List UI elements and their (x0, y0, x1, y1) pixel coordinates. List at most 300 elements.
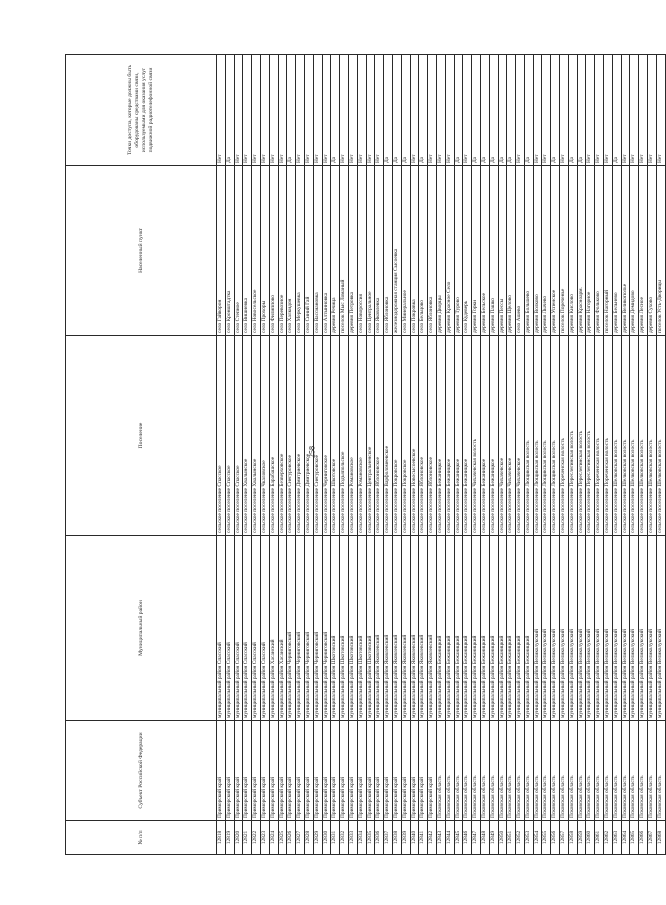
row-subject: Псковская область (648, 721, 657, 821)
row-access-flag: Нет (656, 55, 665, 166)
row-locality: село Кудеверь (463, 166, 472, 336)
row-district: муниципальный район Хасанский (278, 536, 287, 721)
table-row (524, 55, 533, 855)
row-settlement: сельское поселение Переслегинская волость (586, 336, 595, 536)
row-subject: Приморский край (419, 721, 428, 821)
table-row (516, 55, 525, 855)
row-locality: село Бельцово (419, 166, 428, 336)
table-row (533, 55, 542, 855)
row-number: 12841 (419, 821, 428, 855)
row-district: муниципальный район Черниговский (287, 536, 296, 721)
row-district: муниципальный район Шкотовский (340, 536, 349, 721)
row-access-flag: Нет (639, 55, 648, 166)
row-locality: деревня Турово (454, 166, 463, 336)
row-locality: деревня Фольково (595, 166, 604, 336)
row-locality: деревня Петровка (348, 166, 357, 336)
row-number: 12855 (542, 821, 551, 855)
row-locality: село Вассиановка (313, 166, 322, 336)
table-row (428, 55, 437, 855)
row-number: 12840 (410, 821, 419, 855)
row-settlement: сельское поселение Снегуровское (313, 336, 322, 536)
row-access-flag: Нет (278, 55, 287, 166)
table-row (296, 55, 305, 855)
row-settlement: сельское поселение Чихачевское (507, 336, 516, 536)
row-number: 12865 (630, 821, 639, 855)
row-number: 12868 (656, 821, 665, 855)
table-body (217, 55, 666, 855)
row-settlement: сельское поселение Пореченская волость (560, 336, 569, 536)
row-district: муниципальный район Яковлевский (392, 536, 401, 721)
row-settlement: сельское поселение Покровское (401, 336, 410, 536)
table-row (568, 55, 577, 855)
row-access-flag: Да (384, 55, 393, 166)
row-settlement: сельское поселение Романовское (357, 336, 366, 536)
row-locality: деревня Лесное (639, 166, 648, 336)
rotated-table-container (65, 55, 663, 855)
table-row (604, 55, 613, 855)
row-settlement: сельское поселение Пореченская волость (595, 336, 604, 536)
row-district: муниципальный район Бежаницкий (507, 536, 516, 721)
row-settlement: сельское поселение Бежаницкое (454, 336, 463, 536)
row-settlement: сельское поселение Бежаницкое (480, 336, 489, 536)
row-district: муниципальный район Бежаницкий (454, 536, 463, 721)
row-number: 12824 (269, 821, 278, 855)
row-access-flag: Да (225, 55, 234, 166)
row-access-flag: Нет (428, 55, 437, 166)
row-locality: деревня Сухово (648, 166, 657, 336)
row-subject: Псковская область (568, 721, 577, 821)
row-subject: Псковская область (524, 721, 533, 821)
table-row (586, 55, 595, 855)
row-number: 12831 (331, 821, 340, 855)
row-settlement: сельское поселение Шкотовское (331, 336, 340, 536)
row-locality: деревня Бельское (480, 166, 489, 336)
row-locality: деревня Лычево (542, 166, 551, 336)
row-number: 12862 (604, 821, 613, 855)
row-district: муниципальный район Яковлевский (384, 536, 393, 721)
row-subject: Приморский край (410, 721, 419, 821)
row-subject: Псковская область (621, 721, 630, 821)
row-district: муниципальный район Спасский (225, 536, 234, 721)
table-row (243, 55, 252, 855)
row-number: 12847 (472, 821, 481, 855)
row-number: 12848 (480, 821, 489, 855)
table-row (656, 55, 665, 855)
row-settlement: сельское поселение Шелковская волость (612, 336, 621, 536)
row-locality: деревня Речица (331, 166, 340, 336)
row-number: 12844 (445, 821, 454, 855)
row-locality: село Меркушевка (296, 166, 305, 336)
table-row (252, 55, 261, 855)
row-access-flag: Да (480, 55, 489, 166)
row-access-flag: Да (489, 55, 498, 166)
row-access-flag: Да (551, 55, 560, 166)
row-settlement: сельское поселение Шелковская волость (630, 336, 639, 536)
row-number: 12863 (612, 821, 621, 855)
table-row (322, 55, 331, 855)
row-settlement: сельское поселение Переслегинская волость (568, 336, 577, 536)
row-number: 12820 (234, 821, 243, 855)
row-subject: Псковская область (656, 721, 665, 821)
row-access-flag: Да (507, 55, 516, 166)
row-settlement: сельское поселение Лющикская волость (551, 336, 560, 536)
table-row (304, 55, 313, 855)
row-number: 12860 (586, 821, 595, 855)
row-number: 12839 (401, 821, 410, 855)
row-access-flag: Нет (296, 55, 305, 166)
row-district: муниципальный район Великолукский (621, 536, 630, 721)
row-locality: деревня Пашко (489, 166, 498, 336)
row-number: 12853 (524, 821, 533, 855)
row-district: муниципальный район Великолукский (648, 536, 657, 721)
table-row (436, 55, 445, 855)
row-subject: Приморский край (313, 721, 322, 821)
row-settlement: сельское поселение Шелковская волость (639, 336, 648, 536)
row-access-flag: Нет (595, 55, 604, 166)
row-settlement: сельское поселение Яблоновское (428, 336, 437, 536)
row-locality: село Яковлевка (375, 166, 384, 336)
row-settlement: сельское поселение Чихачевское (516, 336, 525, 536)
row-subject: Приморский край (260, 721, 269, 821)
row-district: муниципальный район Яковлевский (375, 536, 384, 721)
row-settlement: сельское поселение Шелковская волость (648, 336, 657, 536)
row-locality: деревня Успенское (551, 166, 560, 336)
row-district: муниципальный район Бежаницкий (524, 536, 533, 721)
row-subject: Приморский край (348, 721, 357, 821)
row-access-flag: Да (392, 55, 401, 166)
table-row (595, 55, 604, 855)
row-number: 12821 (243, 821, 252, 855)
row-subject: Приморский край (392, 721, 401, 821)
table-row (639, 55, 648, 855)
row-district: муниципальный район Шкотовский (331, 536, 340, 721)
row-access-flag: Нет (516, 55, 525, 166)
table-row (278, 55, 287, 855)
row-subject: Приморский край (340, 721, 349, 821)
row-number: 12830 (322, 821, 331, 855)
row-subject: Приморский край (252, 721, 261, 821)
table-row (612, 55, 621, 855)
row-access-flag: Нет (348, 55, 357, 166)
row-district: муниципальный район Черниговский (304, 536, 313, 721)
row-number: 12838 (392, 821, 401, 855)
row-settlement: сельское поселение Дмитриевское (296, 336, 305, 536)
row-district: муниципальный район Яковлевский (410, 536, 419, 721)
row-access-flag: Да (498, 55, 507, 166)
table-row (489, 55, 498, 855)
row-number: 12854 (533, 821, 542, 855)
row-subject: Псковская область (595, 721, 604, 821)
row-access-flag: Нет (340, 55, 349, 166)
row-number: 12834 (357, 821, 366, 855)
row-locality: деревня Бельнево (612, 166, 621, 336)
row-locality: деревня Красное Село (445, 166, 454, 336)
row-access-flag: Нет (604, 55, 613, 166)
row-number: 12859 (577, 821, 586, 855)
row-district: муниципальный район Великолукский (551, 536, 560, 721)
row-access-flag: Нет (357, 55, 366, 166)
row-number: 12819 (225, 821, 234, 855)
row-locality: село Яблоновка (384, 166, 393, 336)
row-access-flag: Нет (375, 55, 384, 166)
row-access-flag: Нет (304, 55, 313, 166)
row-district: муниципальный район Великолукский (586, 536, 595, 721)
row-settlement: сельское поселение Лющикская волость (533, 336, 542, 536)
row-locality: село Гайворон (217, 166, 226, 336)
table-row (560, 55, 569, 855)
header-settlement: Поселение (66, 336, 217, 536)
row-access-flag: Нет (260, 55, 269, 166)
row-subject: Приморский край (366, 721, 375, 821)
row-locality: село Ашево (516, 166, 525, 336)
row-subject: Псковская область (612, 721, 621, 821)
row-number: 12856 (551, 821, 560, 855)
row-access-flag: Да (472, 55, 481, 166)
row-access-flag: Нет (648, 55, 657, 166)
row-district: муниципальный район Шкотовский (357, 536, 366, 721)
row-number: 12823 (260, 821, 269, 855)
row-district: муниципальный район Великолукский (560, 536, 569, 721)
row-subject: Псковская область (604, 721, 613, 821)
row-access-flag: Нет (586, 55, 595, 166)
row-subject: Псковская область (445, 721, 454, 821)
table-row (392, 55, 401, 855)
row-subject: Псковская область (463, 721, 472, 821)
row-access-flag: Нет (410, 55, 419, 166)
row-access-flag: Нет (630, 55, 639, 166)
row-locality: деревня Дворцы (436, 166, 445, 336)
row-subject: Приморский край (384, 721, 393, 821)
row-subject: Приморский край (217, 721, 226, 821)
row-number: 12828 (304, 821, 313, 855)
header-municipal-district: Муниципальный район (66, 536, 217, 721)
table-row (357, 55, 366, 855)
row-subject: Псковская область (639, 721, 648, 821)
row-settlement: сельское поселение Бежаницкое (445, 336, 454, 536)
row-locality: село Синий Гай (304, 166, 313, 336)
row-district: муниципальный район Великолукский (612, 536, 621, 721)
table-row (331, 55, 340, 855)
table-row (454, 55, 463, 855)
row-number: 12825 (278, 821, 287, 855)
row-settlement: сельское поселение Бежаницкое (463, 336, 472, 536)
row-settlement: сельское поселение Романовское (348, 336, 357, 536)
row-locality: село Минеральное (401, 166, 410, 336)
row-locality: деревня Великополье (621, 166, 630, 336)
row-access-flag: Нет (560, 55, 569, 166)
row-locality: село Вишневка (243, 166, 252, 336)
row-district: муниципальный район Яковлевский (428, 536, 437, 721)
row-number: 12833 (348, 821, 357, 855)
page-number: 258 (307, 446, 317, 458)
row-number: 12826 (287, 821, 296, 855)
row-settlement: сельское поселение Снегуровское (287, 336, 296, 536)
row-district: муниципальный район Спасский (243, 536, 252, 721)
table-row (375, 55, 384, 855)
row-access-flag: Нет (445, 55, 454, 166)
table-row (401, 55, 410, 855)
row-number: 12837 (384, 821, 393, 855)
row-subject: Приморский край (322, 721, 331, 821)
row-settlement: сельское поселение Чихачевское (498, 336, 507, 536)
row-subject: Приморский край (357, 721, 366, 821)
table-row (445, 55, 454, 855)
row-settlement: сельское поселение Хвалынское (243, 336, 252, 536)
row-access-flag: Да (287, 55, 296, 166)
row-subject: Псковская область (507, 721, 516, 821)
row-locality: село Степное (234, 166, 243, 336)
row-settlement: сельское поселение Покровское (392, 336, 401, 536)
row-district: муниципальный район Великолукский (639, 536, 648, 721)
row-district: муниципальный район Великолукский (630, 536, 639, 721)
row-access-flag: Да (454, 55, 463, 166)
row-locality: деревня Большево (524, 166, 533, 336)
row-settlement: сельское поселение Шелковская волость (656, 336, 665, 536)
row-settlement: сельское поселение Безверховское (278, 336, 287, 536)
row-district: муниципальный район Черниговский (296, 536, 305, 721)
row-settlement: сельское поселение Переслегинская волость (577, 336, 586, 536)
row-locality: деревня Нагорное (586, 166, 595, 336)
table-row (366, 55, 375, 855)
row-subject: Псковская область (542, 721, 551, 821)
row-access-flag: Да (331, 55, 340, 166)
row-number: 12858 (568, 821, 577, 855)
row-district: муниципальный район Великолукский (656, 536, 665, 721)
row-subject: Приморский край (243, 721, 252, 821)
table-row (472, 55, 481, 855)
row-number: 12845 (454, 821, 463, 855)
row-locality: село Яблоновка (428, 166, 437, 336)
row-locality: поселок Пореченье (560, 166, 569, 336)
row-locality: село Халкидон (287, 166, 296, 336)
row-access-flag: Нет (269, 55, 278, 166)
row-settlement: сельское поселение Спасское (217, 336, 226, 536)
table-row (217, 55, 226, 855)
row-number: 12857 (560, 821, 569, 855)
row-subject: Псковская область (498, 721, 507, 821)
row-subject: Псковская область (454, 721, 463, 821)
row-subject: Псковская область (630, 721, 639, 821)
table-row (542, 55, 551, 855)
row-settlement: сельское поселение Пореченская волость (604, 336, 613, 536)
row-district: муниципальный район Бежаницкий (445, 536, 454, 721)
row-access-flag: Нет (542, 55, 551, 166)
row-subject: Приморский край (375, 721, 384, 821)
row-settlement: сельское поселение Варфоломеевское (384, 336, 393, 536)
row-number: 12842 (428, 821, 437, 855)
row-settlement: сельское поселение Спасское (234, 336, 243, 536)
row-number: 12827 (296, 821, 305, 855)
row-locality: деревня Демидово (630, 166, 639, 336)
table-row (313, 55, 322, 855)
row-locality: село Кронштадтка (225, 166, 234, 336)
row-number: 12829 (313, 821, 322, 855)
row-number: 12843 (436, 821, 445, 855)
settlements-table (65, 54, 666, 855)
row-locality: село Покровка (410, 166, 419, 336)
row-access-flag: Нет (463, 55, 472, 166)
row-settlement: сельское поселение Яблоновское (419, 336, 428, 536)
row-locality: село Прохоры (260, 166, 269, 336)
row-access-flag: Да (524, 55, 533, 166)
row-locality: село Филиппово (269, 166, 278, 336)
row-district: муниципальный район Спасский (260, 536, 269, 721)
row-district: муниципальный район Бежаницкий (463, 536, 472, 721)
table-row (577, 55, 586, 855)
row-settlement: сельское поселение Барабашское (269, 336, 278, 536)
row-subject: Приморский край (401, 721, 410, 821)
row-district: муниципальный район Бежаницкий (498, 536, 507, 721)
row-locality: деревня Красноарм. (577, 166, 586, 336)
row-settlement: сельское поселение Яблоновское (375, 336, 384, 536)
row-number: 12832 (340, 821, 349, 855)
row-access-flag: Нет (621, 55, 630, 166)
row-subject: Псковская область (516, 721, 525, 821)
row-district: муниципальный район Бежаницкий (436, 536, 445, 721)
row-access-flag: Нет (243, 55, 252, 166)
row-district: муниципальный район Черниговский (313, 536, 322, 721)
table-row (287, 55, 296, 855)
row-subject: Псковская область (472, 721, 481, 821)
row-settlement: сельское поселение Черниговское (322, 336, 331, 536)
row-access-flag: Нет (533, 55, 542, 166)
row-access-flag: Да (577, 55, 586, 166)
row-locality: село Алтынновка (322, 166, 331, 336)
table-row (410, 55, 419, 855)
row-locality: поселок Мыс Ломаный (340, 166, 349, 336)
row-subject: Приморский край (287, 721, 296, 821)
table-row (225, 55, 234, 855)
row-number: 12822 (252, 821, 261, 855)
table-row (384, 55, 393, 855)
table-row (463, 55, 472, 855)
row-settlement: сельское поселение Чкаловское (260, 336, 269, 536)
row-subject: Псковская область (533, 721, 542, 821)
row-access-flag: Да (401, 55, 410, 166)
table-row (621, 55, 630, 855)
row-locality: село Центральное (366, 166, 375, 336)
row-locality: железнодорожная станция Сысоевка (392, 166, 401, 336)
table-row (348, 55, 357, 855)
row-district: муниципальный район Шкотовский (348, 536, 357, 721)
row-district: муниципальный район Бежаницкий (489, 536, 498, 721)
row-locality: деревня Пессы (498, 166, 507, 336)
row-settlement: сельское поселение Новосысоевское (410, 336, 419, 536)
header-number: № п/п (66, 821, 217, 855)
header-access-points: Точки доступа, которые должны быть оборудованы средствами связи, используемыми для оказания услуг подвижной радиотелефонной связи (66, 55, 217, 166)
row-number: 12852 (516, 821, 525, 855)
row-subject: Псковская область (551, 721, 560, 821)
row-number: 12849 (489, 821, 498, 855)
table-row (551, 55, 560, 855)
table-row (234, 55, 243, 855)
row-access-flag: Нет (217, 55, 226, 166)
row-district: муниципальный район Спасский (217, 536, 226, 721)
row-number: 12835 (366, 821, 375, 855)
row-settlement: сельское поселение Чихачевская волость (472, 336, 481, 536)
row-district: муниципальный район Великолукский (533, 536, 542, 721)
row-district: муниципальный район Шкотовский (366, 536, 375, 721)
row-district: муниципальный район Бежаницкий (480, 536, 489, 721)
row-district: муниципальный район Спасский (234, 536, 243, 721)
row-number: 12836 (375, 821, 384, 855)
row-access-flag: Нет (234, 55, 243, 166)
row-number: 12851 (507, 821, 516, 855)
row-subject: Приморский край (428, 721, 437, 821)
table-row (269, 55, 278, 855)
table-row (498, 55, 507, 855)
row-number: 12867 (648, 821, 657, 855)
